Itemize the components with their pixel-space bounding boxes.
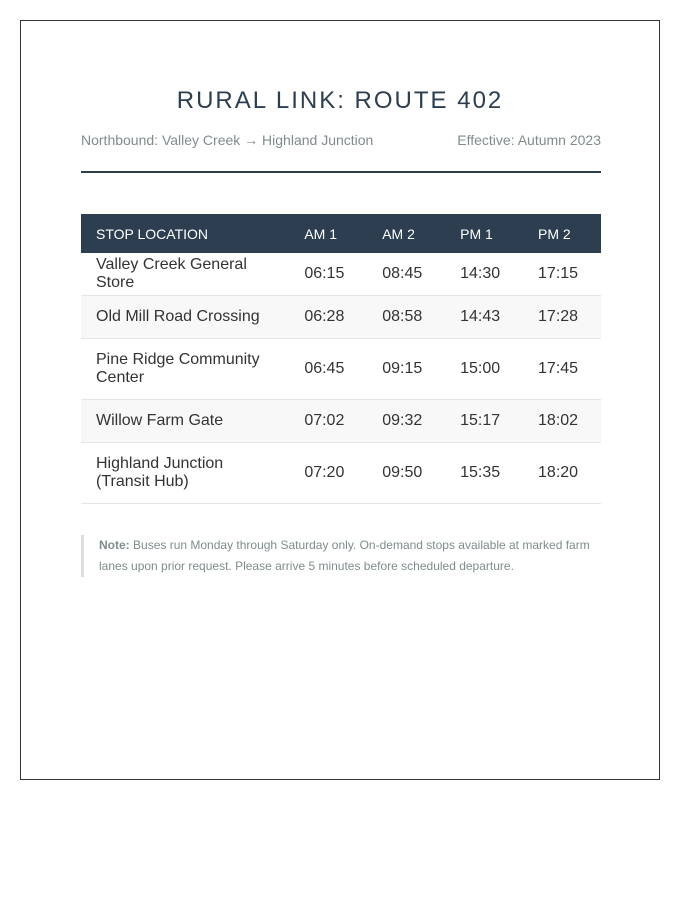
time-cell: 14:43 [445, 296, 523, 339]
timetable-page [20, 20, 660, 780]
schedule-note [81, 535, 604, 577]
stop-cell [81, 400, 289, 443]
effective-date: Effective: Autumn 2023 [457, 132, 601, 148]
time-cell: 06:28 [289, 296, 367, 339]
column-header-am2: AM 2 [382, 225, 415, 242]
time-cell: 18:02 [523, 400, 601, 443]
stop-name: Willow Farm Gate [96, 412, 224, 429]
table-row [81, 296, 601, 339]
stop-name: Highland Junction (Transit Hub) [96, 455, 224, 490]
stop-cell [81, 296, 289, 339]
stop-name: Old Mill Road Crossing [96, 308, 260, 325]
subtitle-row [81, 132, 601, 148]
page-title: RURAL LINK: ROUTE 402 [176, 87, 504, 114]
table-row [81, 253, 601, 296]
timetable [81, 214, 601, 504]
time-cell: 18:20 [523, 443, 601, 504]
table-row [81, 400, 601, 443]
column-header-pm1: PM 1 [460, 225, 493, 242]
table-header-row [81, 214, 601, 253]
column-header-pm2: PM 2 [538, 225, 571, 242]
time-cell: 07:20 [289, 443, 367, 504]
time-cell: 17:45 [523, 339, 601, 400]
table-row [81, 443, 601, 504]
time-cell: 08:58 [367, 296, 445, 339]
time-cell: 09:32 [367, 400, 445, 443]
time-cell: 17:28 [523, 296, 601, 339]
header-divider [81, 171, 601, 173]
time-cell: 06:15 [289, 253, 367, 296]
time-cell: 09:50 [367, 443, 445, 504]
time-cell: 08:45 [367, 253, 445, 296]
column-header-stop: STOP LOCATION [96, 225, 209, 242]
time-cell: 15:17 [445, 400, 523, 443]
stop-cell [81, 253, 289, 296]
stop-cell [81, 339, 289, 400]
time-cell: 15:35 [445, 443, 523, 504]
note-label: Note: [99, 538, 130, 552]
time-cell: 17:15 [523, 253, 601, 296]
time-cell: 14:30 [445, 253, 523, 296]
time-cell: 09:15 [367, 339, 445, 400]
stop-name: Valley Creek General Store [96, 256, 247, 291]
stop-cell [81, 443, 289, 504]
route-direction: Northbound: Valley Creek → Highland Junction [81, 132, 374, 148]
time-cell: 07:02 [289, 400, 367, 443]
note-text: Buses run Monday through Saturday only. On-demand stops available at marked farm lanes upon prior request. Please arrive 5 minutes before scheduled departure. [99, 538, 590, 573]
stop-name: Pine Ridge Community Center [96, 351, 260, 386]
time-cell: 15:00 [445, 339, 523, 400]
column-header-am1: AM 1 [304, 225, 337, 242]
time-cell: 06:45 [289, 339, 367, 400]
table-row [81, 339, 601, 400]
